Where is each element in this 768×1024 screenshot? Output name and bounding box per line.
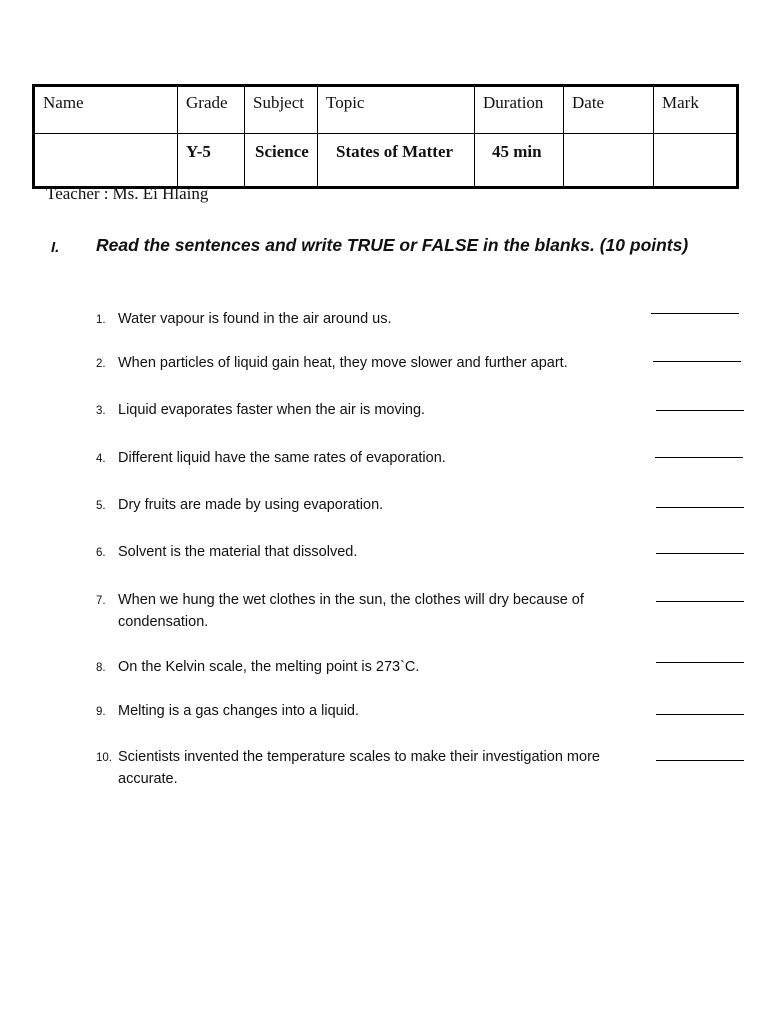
- question-text: Water vapour is found in the air around us.: [118, 311, 392, 327]
- question-text: Dry fruits are made by using evaporation.: [118, 497, 384, 513]
- answer-blank[interactable]: [655, 457, 743, 458]
- answer-blank[interactable]: [651, 313, 739, 314]
- question-text: Solvent is the material that dissolved.: [118, 544, 358, 560]
- topic-value: States of Matter: [318, 134, 475, 188]
- question-text: When we hung the wet clothes in the sun, the clothes will dry because of condensation.: [118, 592, 584, 630]
- answer-blank[interactable]: [656, 410, 744, 411]
- question-item: [96, 541, 643, 564]
- answer-blank[interactable]: [656, 507, 744, 508]
- answer-blank[interactable]: [656, 553, 744, 554]
- header-name: Name: [34, 86, 178, 134]
- header-subject: Subject: [245, 86, 318, 134]
- question-number: 10.: [96, 752, 112, 764]
- question-item: [96, 308, 643, 331]
- question-text: When particles of liquid gain heat, they move slower and further apart.: [118, 355, 568, 371]
- subject-value: Science: [245, 134, 318, 188]
- question-text: Liquid evaporates faster when the air is moving.: [118, 402, 426, 418]
- question-item: [96, 447, 643, 470]
- mark-field[interactable]: [654, 134, 738, 188]
- answer-blank[interactable]: [656, 760, 744, 761]
- header-date: Date: [564, 86, 654, 134]
- table-value-row: [34, 134, 738, 188]
- date-field[interactable]: [564, 134, 654, 188]
- answer-blank[interactable]: [656, 662, 744, 663]
- answer-blank[interactable]: [656, 714, 744, 715]
- table-header-row: [34, 86, 738, 134]
- grade-value: Y-5: [178, 134, 245, 188]
- header-grade: Grade: [178, 86, 245, 134]
- question-number: 8.: [96, 662, 106, 674]
- question-number: 9.: [96, 706, 106, 718]
- name-field[interactable]: [34, 134, 178, 188]
- question-number: 3.: [96, 405, 106, 417]
- duration-value: 45 min: [475, 134, 564, 188]
- section-number: I.: [51, 239, 60, 256]
- teacher-label: Teacher :: [46, 184, 109, 203]
- question-number: 7.: [96, 595, 106, 607]
- question-item: [96, 399, 643, 422]
- answer-blank[interactable]: [653, 361, 741, 362]
- question-number: 5.: [96, 500, 106, 512]
- question-text: On the Kelvin scale, the melting point is 273`C.: [118, 659, 420, 675]
- student-info-table: [32, 84, 739, 189]
- question-item: [96, 494, 643, 517]
- header-mark: Mark: [654, 86, 738, 134]
- question-number: 6.: [96, 547, 106, 559]
- answer-blank[interactable]: [656, 601, 744, 602]
- question-item: [96, 656, 643, 679]
- section-instruction: Read the sentences and write TRUE or FALSE in the blanks. (10 points): [96, 235, 689, 255]
- question-text: Melting is a gas changes into a liquid.: [118, 703, 360, 719]
- question-item: [96, 352, 643, 375]
- header-duration: Duration: [475, 86, 564, 134]
- question-text: Different liquid have the same rates of evaporation.: [118, 450, 446, 466]
- teacher-line: [46, 184, 208, 204]
- question-number: 2.: [96, 358, 106, 370]
- question-item: [96, 700, 643, 723]
- question-number: 4.: [96, 453, 106, 465]
- question-item: [96, 589, 643, 633]
- question-item: [96, 746, 643, 790]
- question-text: Scientists invented the temperature scales to make their investigation more accurate.: [118, 749, 600, 787]
- header-topic: Topic: [318, 86, 475, 134]
- question-number: 1.: [96, 314, 106, 326]
- teacher-name: Ms. Ei Hlaing: [112, 184, 209, 203]
